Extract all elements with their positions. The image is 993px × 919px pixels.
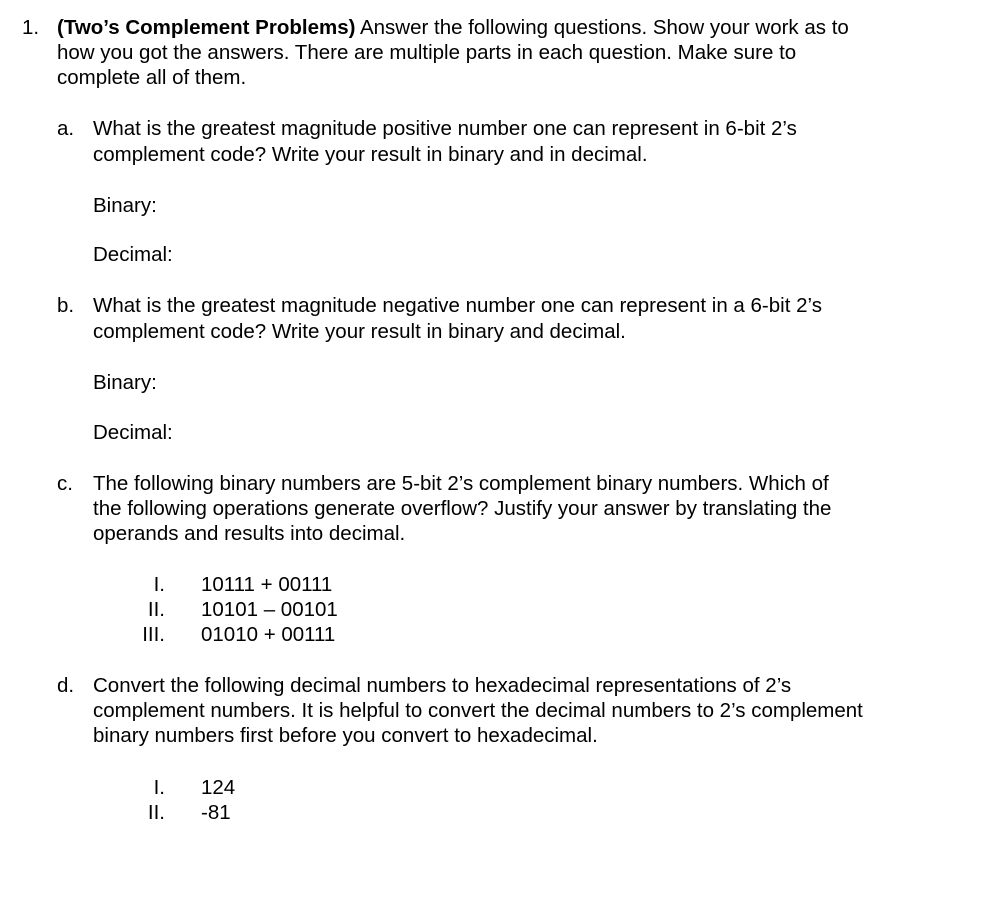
part-d-item-numeral: I.	[153, 776, 165, 799]
part-b-letter: b.	[57, 294, 75, 317]
part-d-line-2: complement numbers. It is helpful to convert the decimal numbers to 2’s complement	[93, 699, 863, 722]
part-c-item-expression: 10111 + 00111	[201, 573, 333, 596]
question-intro-line-2: how you got the answers. There are multiple parts in each question. Make sure to	[57, 41, 797, 64]
part-d-item-numeral: II.	[147, 801, 165, 824]
question-title: (Two’s Complement Problems)	[57, 16, 356, 39]
part-b-decimal-label: Decimal:	[93, 421, 173, 444]
part-c-line-3: operands and results into decimal.	[93, 522, 406, 545]
part-c-item-numeral: II.	[147, 598, 165, 621]
question-intro-line-3: complete all of them.	[57, 66, 247, 89]
part-a-line-1: What is the greatest magnitude positive number one can represent in 6-bit 2’s	[93, 117, 797, 140]
part-c-line-2: the following operations generate overflow? Justify your answer by translating the	[93, 497, 832, 520]
part-d-item-value: -81	[201, 801, 231, 824]
part-c-item-numeral: III.	[142, 623, 165, 646]
part-b-binary-label: Binary:	[93, 371, 157, 394]
part-d-letter: d.	[57, 674, 75, 697]
part-a-line-2: complement code? Write your result in binary and in decimal.	[93, 143, 648, 166]
part-d-line-1: Convert the following decimal numbers to hexadecimal representations of 2’s	[93, 674, 792, 697]
part-c-item-expression: 10101 – 00101	[201, 598, 338, 621]
part-c-item-numeral: I.	[153, 573, 165, 596]
question-intro-rest: Answer the following questions. Show your work as to	[355, 16, 849, 39]
part-a-decimal-label: Decimal:	[93, 243, 173, 266]
part-a-letter: a.	[57, 117, 75, 140]
part-c-line-1: The following binary numbers are 5-bit 2’s complement binary numbers. Which of	[93, 472, 829, 495]
part-c-letter: c.	[57, 472, 73, 495]
part-d-line-3: binary numbers first before you convert to hexadecimal.	[93, 724, 598, 747]
question-intro-line-1	[57, 15, 849, 40]
part-b-line-2: complement code? Write your result in binary and decimal.	[93, 320, 626, 343]
question-number: 1.	[22, 16, 40, 39]
part-a-binary-label: Binary:	[93, 194, 157, 217]
part-b-line-1: What is the greatest magnitude negative number one can represent in a 6-bit 2’s	[93, 294, 822, 317]
part-d-item-value: 124	[201, 776, 236, 799]
part-c-item-expression: 01010 + 00111	[201, 623, 336, 646]
